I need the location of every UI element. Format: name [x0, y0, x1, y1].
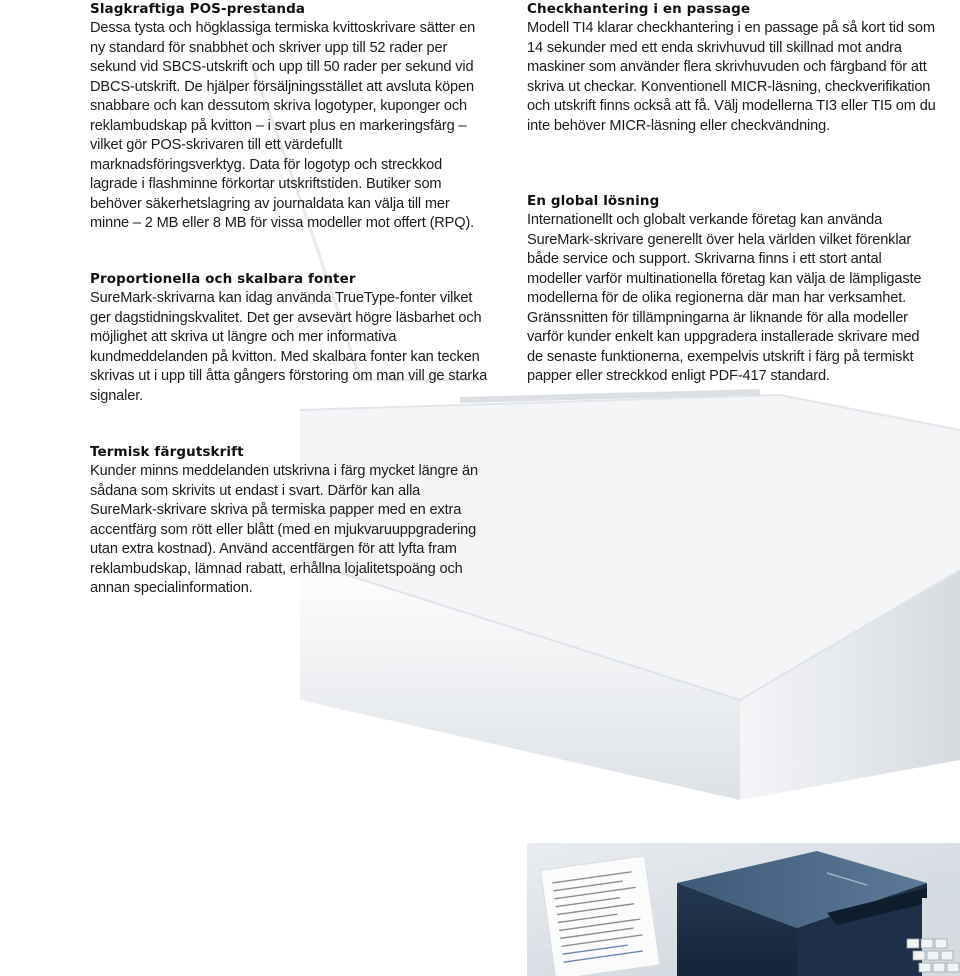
section-heading: En global lösning — [527, 193, 660, 209]
section-heading: Proportionella och skalbara fonter — [90, 271, 356, 287]
section-heading: Termisk färgutskrift — [90, 444, 244, 460]
section-body: Kunder minns meddelanden utskrivna i färg mycket längre än sådana som skrivits ut endast i svart. Därför kan alla SureMark-skrivare skriva på termiska papper med en extra accentfärg som rött eller blått (med en mjukvaruuppgradering utan extra kostnad). Använd accentfärgen för att lyfta fram reklambudskap, lämnad rabatt, erhållna lojalitetspoäng och annan specialinformation. — [90, 463, 478, 596]
section-body: Dessa tysta och högklassiga termiska kvittoskrivare sätter en ny standard för snabbhet och skriver upp till 52 rader per sekund vid SBCS-utskrift och upp till 50 rader per sekund vid DBCS-utskrift. De hjälper försäljningsstället att avsluta köpen snabbare och kan dessutom skriva logotyper, kuponger och reklambudskap på kvitton – i svart plus en markeringsfärg – vilket gör POS-skrivaren till ett värdefullt marknadsföringsverktyg. Data för logotyp och streckkod lagrade i flashminne förkortar utskriftstiden. Butiker som behöver säkerhetslagring av journaldata kan välja till mer minne – 2 MB eller 8 MB för vissa modeller mot offert (RPQ). — [90, 20, 476, 231]
section-body: SureMark-skrivarna kan idag använda TrueType-fonter vilket ger dagstidningskvalitet. Det ger avsevärt högre läsbarhet och möjlighet att skriva ut längre och mer informativa kundmeddelanden på kvitton. Med skalbara fonter kan tecken skrivas ut i upp till åtta gångers förstoring om man vill ge starka signaler. — [90, 290, 488, 404]
section-global-solution — [527, 192, 937, 387]
section-fonts — [90, 270, 490, 406]
product-photo — [527, 843, 960, 976]
section-body: Modell TI4 klarar checkhantering i en passage på så kort tid som 14 sekunder med ett enda skrivhuvud till skillnad mot andra maskiner som använder flera skrivhuvuden och färgband för att skriva ut checkar. Konventionell MICR-läsning, checkverifikation och utskrift finns också att få. Välj modellerna TI3 eller TI5 om du inte behöver MICR-läsning eller checkvändning. — [527, 20, 936, 134]
section-heading: Checkhantering i en passage — [527, 1, 751, 17]
section-body: Internationellt och globalt verkande företag kan använda SureMark-skrivare generellt över hela världen vilket förenklar både service och support. Skrivarna finns i ett stort antal modeller varför multinationella företag kan välja de lämpligaste modellerna för de olika regionerna där man har verksamhet. Gränssnitten för tillämpningarna är liknande för alla modeller varför kunder enkelt kan uppgradera installerade skrivare med de senaste funktionerna, exempelvis utskrift i färg på termiskt papper eller streckkod enligt PDF-417 standard. — [527, 212, 922, 384]
section-check-handling — [527, 0, 937, 136]
section-heading: Slagkraftiga POS-prestanda — [90, 1, 306, 17]
section-pos-performance — [90, 0, 490, 234]
section-color-print — [90, 443, 490, 599]
